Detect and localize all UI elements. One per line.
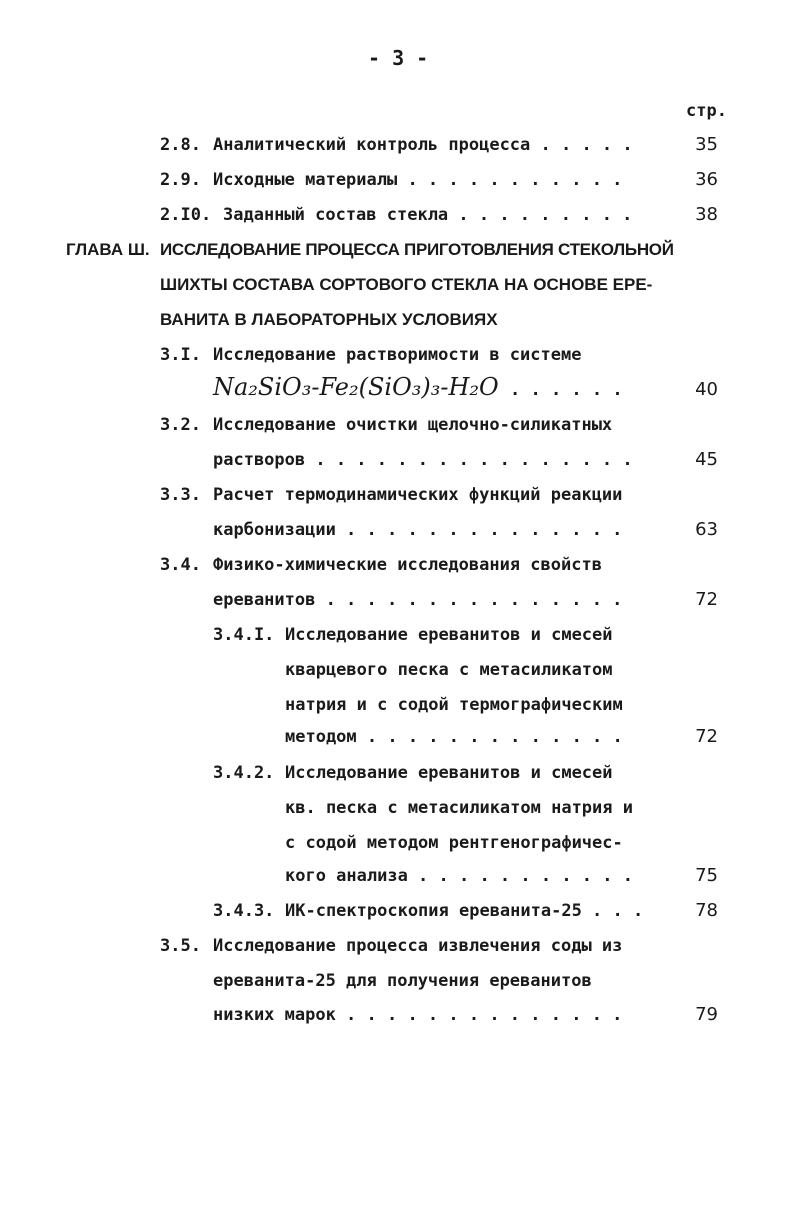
section-title: Исследование растворимости в системе bbox=[213, 345, 582, 365]
subsection-title: методом . . . . . . . . . . . . . bbox=[285, 727, 623, 747]
subsection-page: 78 bbox=[695, 900, 718, 921]
subsection-title: Исследование ереванитов и смесей bbox=[285, 763, 613, 783]
entry-number: 2.9. bbox=[160, 170, 201, 190]
subsection-page: 75 bbox=[695, 865, 718, 886]
section-number: 3.I. bbox=[160, 345, 201, 365]
subsection-title: ИК-спектроскопия ереванита-25 . . . bbox=[285, 901, 644, 921]
entry-page: 38 bbox=[695, 204, 718, 225]
section-title: растворов . . . . . . . . . . . . . . . . bbox=[213, 450, 633, 470]
section-number: 3.5. bbox=[160, 936, 201, 956]
subsection-page: 72 bbox=[695, 726, 718, 747]
subsection-number: 3.4.3. bbox=[213, 901, 275, 921]
section-title: Исследование процесса извлечения соды из bbox=[213, 936, 623, 956]
section-title: Расчет термодинамических функций реакции bbox=[213, 485, 623, 505]
section-page: 63 bbox=[695, 519, 718, 540]
subsection-title: кого анализа . . . . . . . . . . . bbox=[285, 866, 633, 886]
section-page: 40 bbox=[695, 379, 718, 400]
entry-title: Аналитический контроль процесса . . . . . bbox=[213, 135, 633, 155]
section-title: ереванитов . . . . . . . . . . . . . . . bbox=[213, 590, 623, 610]
entry-title: Заданный состав стекла . . . . . . . . . bbox=[223, 205, 633, 225]
section-leader: . . . . . . bbox=[510, 380, 623, 400]
section-page: 79 bbox=[695, 1004, 718, 1025]
page-number: - 3 - bbox=[368, 46, 429, 70]
subsection-number: 3.4.I. bbox=[213, 625, 275, 645]
handwritten-formula: Na₂SiO₃-Fe₂(SiO₃)₃-H₂O bbox=[213, 373, 499, 401]
subsection-title: кв. песка с метасиликатом натрия и bbox=[285, 798, 633, 818]
section-title: Физико-химические исследования свойств bbox=[213, 555, 602, 575]
subsection-title: Исследование ереванитов и смесей bbox=[285, 625, 613, 645]
section-page: 72 bbox=[695, 589, 718, 610]
section-title: Исследование очистки щелочно-силикатных bbox=[213, 415, 613, 435]
entry-number: 2.I0. bbox=[160, 205, 212, 225]
entry-page: 36 bbox=[695, 169, 718, 190]
chapter-title-line: ШИХТЫ СОСТАВА СОРТОВОГО СТЕКЛА НА ОСНОВЕ ЕРЕ- bbox=[160, 275, 653, 294]
section-number: 3.4. bbox=[160, 555, 201, 575]
section-page: 45 bbox=[695, 449, 718, 470]
subsection-number: 3.4.2. bbox=[213, 763, 275, 783]
subsection-title: с содой методом рентгенографичес- bbox=[285, 833, 623, 853]
subsection-title: кварцевого песка с метасиликатом bbox=[285, 660, 613, 680]
entry-title: Исходные материалы . . . . . . . . . . . bbox=[213, 170, 623, 190]
section-title: карбонизации . . . . . . . . . . . . . . bbox=[213, 520, 623, 540]
entry-number: 2.8. bbox=[160, 135, 201, 155]
entry-page: 35 bbox=[695, 134, 718, 155]
section-title: ереванита-25 для получения ереванитов bbox=[213, 971, 592, 991]
chapter-label: ГЛАВА Ш. bbox=[66, 240, 150, 259]
chapter-title-line: ИССЛЕДОВАНИЕ ПРОЦЕССА ПРИГОТОВЛЕНИЯ СТЕКОЛЬНОЙ bbox=[160, 240, 674, 259]
page-column-label: стр. bbox=[686, 101, 727, 121]
section-number: 3.2. bbox=[160, 415, 201, 435]
subsection-title: натрия и с содой термографическим bbox=[285, 695, 623, 715]
chapter-title-line: ВАНИТА В ЛАБОРАТОРНЫХ УСЛОВИЯХ bbox=[160, 310, 498, 329]
section-number: 3.3. bbox=[160, 485, 201, 505]
section-title: низких марок . . . . . . . . . . . . . . bbox=[213, 1005, 623, 1025]
